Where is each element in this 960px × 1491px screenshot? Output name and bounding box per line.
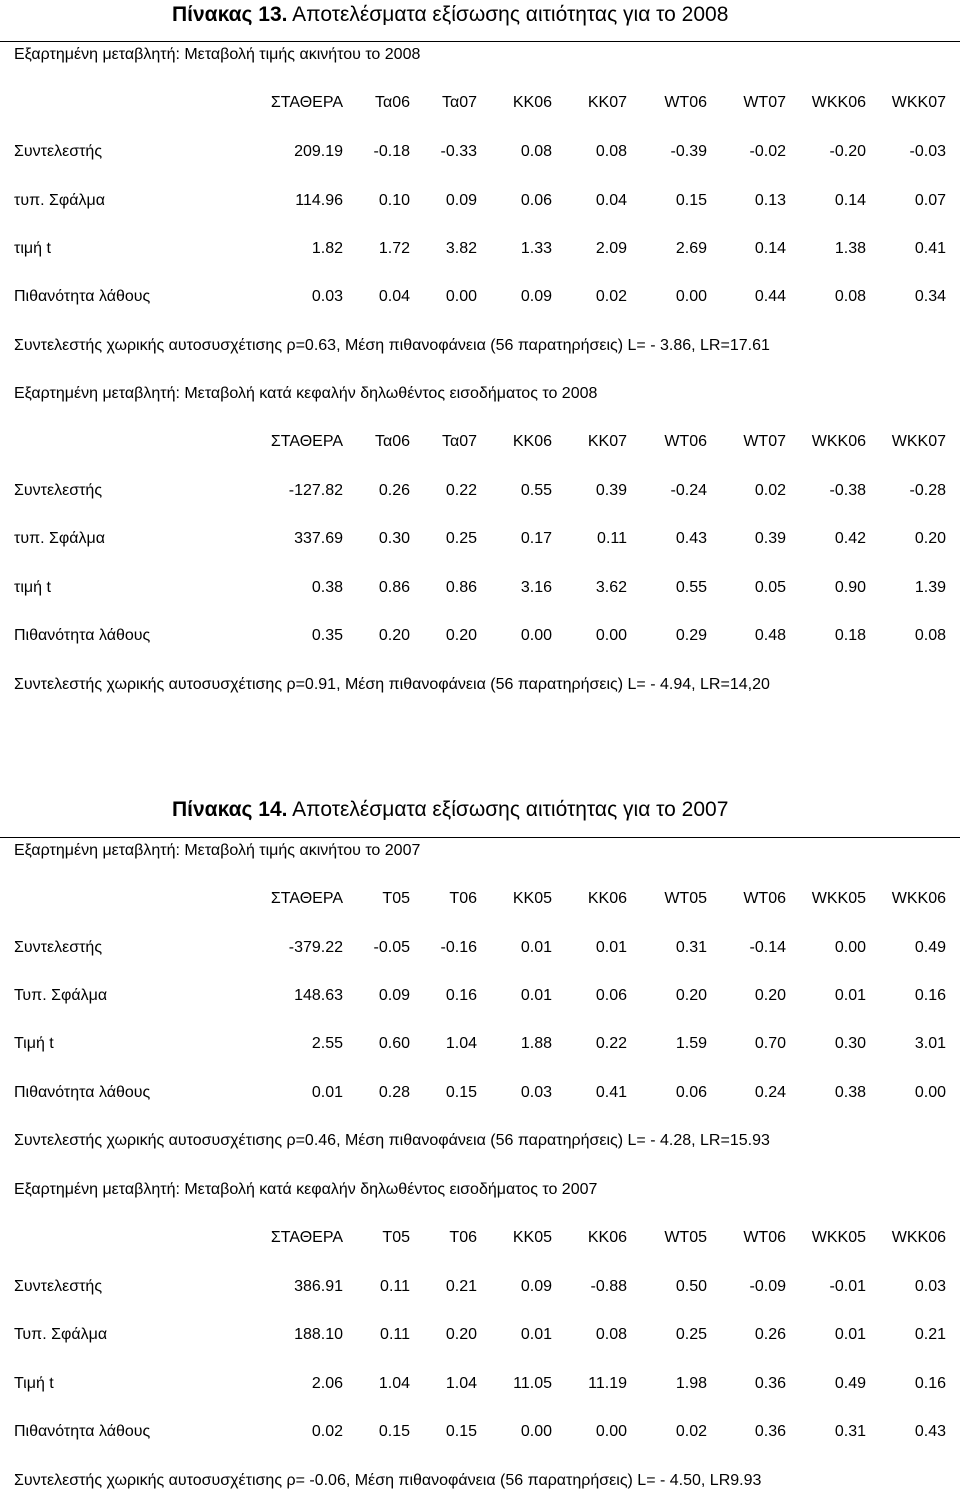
- row-label: Πιθανότητα λάθους: [14, 1084, 151, 1101]
- column-header: WKK06: [891, 890, 946, 907]
- section-footer: Συντελεστής χωρικής αυτοσυσχέτισης ρ=0.91, Μέση πιθανοφάνεια (56 παρατηρήσεις) L= - 4.94, LR=14,20: [14, 676, 770, 693]
- table-cell: 0.06: [595, 987, 627, 1004]
- table-cell: 0.20: [378, 627, 410, 644]
- table-cell: 0.08: [520, 143, 552, 160]
- table-cell: 0.00: [914, 1084, 946, 1101]
- table-cell: 1.39: [914, 579, 946, 596]
- table-cell: 0.09: [378, 987, 410, 1004]
- table-cell: 3.01: [914, 1035, 946, 1052]
- column-header: WKK06: [891, 1229, 946, 1246]
- column-header: ΚΚ05: [512, 1229, 552, 1246]
- table-cell: 0.06: [675, 1084, 707, 1101]
- table-cell: -127.82: [288, 482, 343, 499]
- column-header: ΚΚ06: [587, 890, 627, 907]
- section-dependent-variable: Εξαρτημένη μεταβλητή: Μεταβολή κατά κεφαλήν δηλωθέντος εισοδήματος το 2008: [14, 385, 598, 402]
- table-cell: 0.01: [834, 1326, 866, 1343]
- table-cell: 2.09: [595, 240, 627, 257]
- table-cell: 0.10: [378, 192, 410, 209]
- table-13-caption: Αποτελέσματα εξίσωσης αιτιότητας για το 2008: [292, 3, 729, 26]
- table-cell: 0.39: [595, 482, 627, 499]
- table-cell: 0.02: [675, 1423, 707, 1440]
- table-cell: 0.86: [445, 579, 477, 596]
- table-cell: 0.03: [914, 1278, 946, 1295]
- column-header: WT07: [743, 94, 786, 111]
- column-header: ΣΤΑΘΕΡΑ: [270, 94, 343, 111]
- column-header-row: [0, 93, 960, 113]
- table-cell: 0.02: [311, 1423, 343, 1440]
- table-cell: 0.55: [675, 579, 707, 596]
- table-cell: 0.29: [675, 627, 707, 644]
- table-row: [0, 287, 960, 307]
- table-row: [0, 578, 960, 598]
- table-cell: 2.69: [675, 240, 707, 257]
- table-cell: 0.39: [754, 530, 786, 547]
- table-cell: 0.25: [675, 1326, 707, 1343]
- column-header: Τα07: [441, 433, 477, 450]
- section-dependent-variable: Εξαρτημένη μεταβλητή: Μεταβολή τιμής ακινήτου το 2008: [14, 46, 421, 63]
- row-label: Συντελεστής: [14, 939, 103, 956]
- table-cell: 0.20: [914, 530, 946, 547]
- table-cell: 2.55: [311, 1035, 343, 1052]
- row-label: τυπ. Σφάλμα: [14, 192, 105, 209]
- table-cell: 0.16: [914, 987, 946, 1004]
- table-cell: 1.82: [311, 240, 343, 257]
- row-label: Τιμή t: [14, 1375, 54, 1392]
- row-label: τιμή t: [14, 579, 51, 596]
- table-cell: 1.04: [445, 1375, 477, 1392]
- row-label: Συντελεστής: [14, 482, 103, 499]
- table-cell: 0.11: [380, 1278, 410, 1295]
- table-cell: 0.00: [445, 288, 477, 305]
- section-footer: Συντελεστής χωρικής αυτοσυσχέτισης ρ=0.63, Μέση πιθανοφάνεια (56 παρατηρήσεις) L= - 3.86, LR=17.61: [14, 337, 770, 354]
- column-header: Τ05: [382, 1229, 410, 1246]
- table-cell: 0.01: [520, 939, 552, 956]
- table-cell: 0.30: [834, 1035, 866, 1052]
- table-cell: 1.04: [445, 1035, 477, 1052]
- table-cell: 0.00: [834, 939, 866, 956]
- column-header-row: [0, 889, 960, 909]
- table-cell: 0.49: [834, 1375, 866, 1392]
- table-cell: -0.03: [909, 143, 946, 160]
- table-cell: 0.07: [914, 192, 946, 209]
- table-cell: 0.01: [520, 1326, 552, 1343]
- row-label: τιμή t: [14, 240, 51, 257]
- table-cell: 0.31: [675, 939, 707, 956]
- row-label: Τυπ. Σφάλμα: [14, 1326, 108, 1343]
- column-header: ΣΤΑΘΕΡΑ: [270, 890, 343, 907]
- column-header: Τα07: [441, 94, 477, 111]
- table-cell: 0.60: [378, 1035, 410, 1052]
- table-14-caption: Αποτελέσματα εξίσωσης αιτιότητας για το 2007: [292, 798, 729, 821]
- column-header: WKK07: [891, 433, 946, 450]
- table-cell: -0.18: [373, 143, 410, 160]
- table-cell: 0.08: [595, 1326, 627, 1343]
- column-header: WKK07: [891, 94, 946, 111]
- table-cell: 0.20: [754, 987, 786, 1004]
- table-row: [0, 1277, 960, 1297]
- table-cell: 0.20: [445, 1326, 477, 1343]
- table-row: [0, 986, 960, 1006]
- table-row: [0, 1034, 960, 1054]
- table-cell: 0.03: [520, 1084, 552, 1101]
- column-header: WT05: [664, 1229, 707, 1246]
- table-cell: 0.01: [595, 939, 627, 956]
- table-cell: 11.05: [513, 1375, 552, 1392]
- table-row: [0, 142, 960, 162]
- column-header: WT05: [664, 890, 707, 907]
- table-cell: -0.09: [749, 1278, 786, 1295]
- column-header: Τα06: [374, 94, 410, 111]
- table-cell: 0.22: [595, 1035, 627, 1052]
- table-row: [0, 626, 960, 646]
- column-header: ΚΚ06: [512, 94, 552, 111]
- table-cell: 0.09: [520, 1278, 552, 1295]
- table-cell: 0.15: [378, 1423, 410, 1440]
- column-header: Τ05: [382, 890, 410, 907]
- column-header: ΣΤΑΘΕΡΑ: [270, 1229, 343, 1246]
- column-header: ΚΚ06: [512, 433, 552, 450]
- section-dependent-variable: Εξαρτημένη μεταβλητή: Μεταβολή κατά κεφαλήν δηλωθέντος εισοδήματος το 2007: [14, 1181, 598, 1198]
- table-cell: -0.14: [749, 939, 786, 956]
- table-cell: -0.05: [373, 939, 410, 956]
- table-cell: 0.00: [520, 627, 552, 644]
- table-cell: 0.00: [595, 1423, 627, 1440]
- table-cell: -379.22: [288, 939, 343, 956]
- table-cell: 0.26: [378, 482, 410, 499]
- table-cell: 0.05: [754, 579, 786, 596]
- table-row: [0, 1422, 960, 1442]
- section-footer: Συντελεστής χωρικής αυτοσυσχέτισης ρ= -0.06, Μέση πιθανοφάνεια (56 παρατηρήσεις) L= - 4.50, LR9.93: [14, 1472, 762, 1489]
- table-cell: 0.03: [311, 288, 343, 305]
- column-header-row: [0, 1228, 960, 1248]
- table-cell: 0.86: [378, 579, 410, 596]
- table-cell: 1.98: [675, 1375, 707, 1392]
- column-header: WT06: [743, 1229, 786, 1246]
- table-cell: 0.01: [311, 1084, 343, 1101]
- table-row: [0, 938, 960, 958]
- table-cell: 114.96: [295, 192, 343, 209]
- table-cell: 0.08: [914, 627, 946, 644]
- column-header: WKK06: [811, 433, 866, 450]
- column-header: WT06: [664, 94, 707, 111]
- table-cell: 0.15: [445, 1423, 477, 1440]
- table-cell: -0.24: [670, 482, 707, 499]
- table-cell: 0.11: [597, 530, 627, 547]
- table-cell: -0.88: [590, 1278, 627, 1295]
- table-cell: 0.13: [754, 192, 786, 209]
- table-cell: 0.20: [445, 627, 477, 644]
- table-13-title: [172, 1, 728, 29]
- column-header: WKK06: [811, 94, 866, 111]
- table-cell: 0.41: [595, 1084, 627, 1101]
- column-header: WKK05: [811, 1229, 866, 1246]
- table-cell: 386.91: [294, 1278, 343, 1295]
- table-cell: 0.21: [445, 1278, 477, 1295]
- table-cell: -0.02: [749, 143, 786, 160]
- row-label: Τιμή t: [14, 1035, 54, 1052]
- column-header: Τ06: [449, 1229, 477, 1246]
- table-cell: 0.42: [834, 530, 866, 547]
- table-cell: -0.33: [440, 143, 477, 160]
- section-footer: Συντελεστής χωρικής αυτοσυσχέτισης ρ=0.46, Μέση πιθανοφάνεια (56 παρατηρήσεις) L= - 4.28, LR=15.93: [14, 1132, 770, 1149]
- column-header: ΚΚ05: [512, 890, 552, 907]
- column-header: WT06: [743, 890, 786, 907]
- table-cell: 1.59: [675, 1035, 707, 1052]
- table-cell: 0.15: [675, 192, 707, 209]
- table-cell: 0.50: [675, 1278, 707, 1295]
- table-cell: -0.16: [440, 939, 477, 956]
- table-cell: 0.36: [754, 1375, 786, 1392]
- table-cell: 209.19: [294, 143, 343, 160]
- table-cell: 0.38: [834, 1084, 866, 1101]
- table-cell: 0.11: [380, 1326, 410, 1343]
- column-header: ΚΚ07: [587, 94, 627, 111]
- table-cell: 0.14: [834, 192, 866, 209]
- table-cell: 1.88: [520, 1035, 552, 1052]
- row-label: Τυπ. Σφάλμα: [14, 987, 108, 1004]
- column-header: WT07: [743, 433, 786, 450]
- row-label: τυπ. Σφάλμα: [14, 530, 105, 547]
- table-row: [0, 239, 960, 259]
- table-cell: 0.41: [914, 240, 946, 257]
- table-cell: 0.08: [834, 288, 866, 305]
- column-header: WKK05: [811, 890, 866, 907]
- table-cell: 0.20: [675, 987, 707, 1004]
- table-cell: 0.14: [754, 240, 786, 257]
- row-label: Πιθανότητα λάθους: [14, 627, 151, 644]
- table-cell: 0.90: [834, 579, 866, 596]
- column-header: ΣΤΑΘΕΡΑ: [270, 433, 343, 450]
- table-cell: 0.48: [754, 627, 786, 644]
- table-cell: 0.02: [595, 288, 627, 305]
- table-14-title: [172, 796, 728, 824]
- section-dependent-variable: Εξαρτημένη μεταβλητή: Μεταβολή τιμής ακινήτου το 2007: [14, 842, 421, 859]
- row-label: Συντελεστής: [14, 1278, 103, 1295]
- table-cell: 0.09: [445, 192, 477, 209]
- table-row: [0, 191, 960, 211]
- table-cell: 0.06: [520, 192, 552, 209]
- table-cell: 0.01: [520, 987, 552, 1004]
- column-header-row: [0, 432, 960, 452]
- table-cell: 3.82: [445, 240, 477, 257]
- table-13-number: Πίνακας 13.: [172, 3, 288, 26]
- table-cell: 0.24: [754, 1084, 786, 1101]
- table-cell: 0.00: [595, 627, 627, 644]
- table-cell: 1.04: [378, 1375, 410, 1392]
- table-cell: 1.38: [834, 240, 866, 257]
- table-cell: 188.10: [294, 1326, 343, 1343]
- table-cell: 0.00: [520, 1423, 552, 1440]
- table-cell: 0.44: [754, 288, 786, 305]
- table-cell: 0.49: [914, 939, 946, 956]
- table-cell: 337.69: [294, 530, 343, 547]
- table-cell: 3.16: [520, 579, 552, 596]
- column-header: ΚΚ07: [587, 433, 627, 450]
- table-row: [0, 1325, 960, 1345]
- table-cell: 0.16: [445, 987, 477, 1004]
- table-cell: 0.04: [595, 192, 627, 209]
- table-cell: 0.43: [675, 530, 707, 547]
- table-cell: 1.72: [378, 240, 410, 257]
- table-row: [0, 1083, 960, 1103]
- table-cell: 2.06: [311, 1375, 343, 1392]
- table-row: [0, 529, 960, 549]
- table-cell: 0.36: [754, 1423, 786, 1440]
- column-header: Τ06: [449, 890, 477, 907]
- table-cell: 0.30: [378, 530, 410, 547]
- table-cell: -0.39: [670, 143, 707, 160]
- column-header: WT06: [664, 433, 707, 450]
- table-cell: 0.09: [520, 288, 552, 305]
- table-cell: 0.02: [754, 482, 786, 499]
- table-cell: 0.34: [914, 288, 946, 305]
- table-14-rule: [0, 837, 960, 838]
- table-cell: 0.00: [675, 288, 707, 305]
- table-cell: 0.43: [914, 1423, 946, 1440]
- table-cell: 0.38: [311, 579, 343, 596]
- table-13-rule: [0, 41, 960, 42]
- table-cell: 3.62: [595, 579, 627, 596]
- table-cell: 0.26: [754, 1326, 786, 1343]
- table-cell: -0.01: [829, 1278, 866, 1295]
- table-row: [0, 1374, 960, 1394]
- table-cell: 0.25: [445, 530, 477, 547]
- table-cell: 0.01: [834, 987, 866, 1004]
- table-cell: 1.33: [520, 240, 552, 257]
- table-cell: 148.63: [294, 987, 343, 1004]
- table-cell: -0.20: [829, 143, 866, 160]
- column-header: Τα06: [374, 433, 410, 450]
- table-row: [0, 481, 960, 501]
- table-cell: 0.31: [834, 1423, 866, 1440]
- table-cell: 0.17: [520, 530, 552, 547]
- table-cell: 0.04: [378, 288, 410, 305]
- column-header: ΚΚ06: [587, 1229, 627, 1246]
- row-label: Πιθανότητα λάθους: [14, 288, 151, 305]
- table-cell: 0.15: [445, 1084, 477, 1101]
- table-cell: 0.35: [311, 627, 343, 644]
- table-cell: 0.18: [834, 627, 866, 644]
- row-label: Πιθανότητα λάθους: [14, 1423, 151, 1440]
- table-cell: -0.38: [829, 482, 866, 499]
- table-14-number: Πίνακας 14.: [172, 798, 288, 821]
- table-cell: 11.19: [588, 1375, 627, 1392]
- table-cell: 0.22: [445, 482, 477, 499]
- table-cell: 0.55: [520, 482, 552, 499]
- row-label: Συντελεστής: [14, 143, 103, 160]
- table-cell: -0.28: [909, 482, 946, 499]
- table-cell: 0.21: [914, 1326, 946, 1343]
- table-cell: 0.08: [595, 143, 627, 160]
- table-cell: 0.70: [754, 1035, 786, 1052]
- table-cell: 0.16: [914, 1375, 946, 1392]
- table-cell: 0.28: [378, 1084, 410, 1101]
